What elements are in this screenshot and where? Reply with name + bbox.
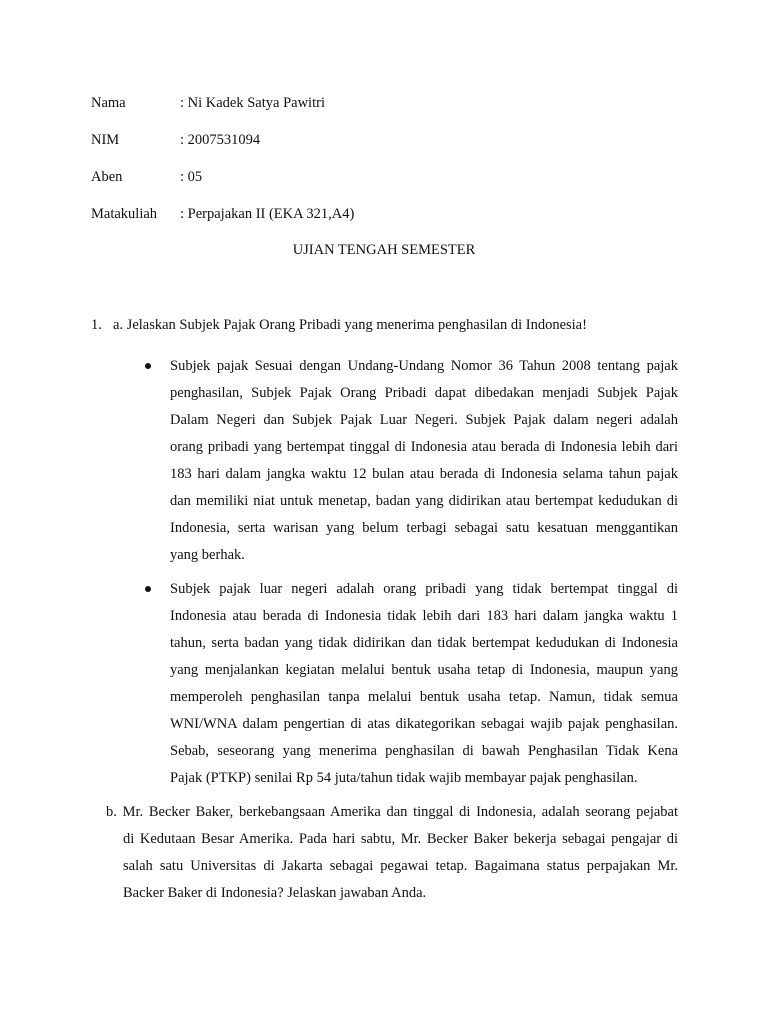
field-label: NIM [91,132,120,148]
field-matakuliah [91,205,354,223]
text-line: di Kedutaan Besar Amerika. Pada hari sabtu, Mr. Becker Baker bekerja sebagai pengajar di [123,831,678,847]
text-line: Sebab, seseorang yang menerima penghasilan di bawah Penghasilan Tidak Kena [170,743,678,759]
field-label: Matakuliah [91,206,158,222]
field-value: : 2007531094 [180,132,261,148]
text-line: salah satu Universitas di Jakarta sebagai pegawai tetap. Bagaimana status perpajakan Mr. [123,858,678,874]
question-number: 1. [91,317,102,333]
field-label: Nama [91,95,126,111]
field-aben [91,168,202,186]
field-value: : 05 [180,169,203,185]
text-line: yang menjalankan kegiatan melalui bentuk usaha tetap di Indonesia, maupun yang [170,662,678,678]
text-line: penghasilan, Subjek Pajak Orang Pribadi dapat dibedakan menjadi Subjek Pajak [170,385,678,401]
text-line: b. Mr. Becker Baker, berkebangsaan Amerika dan tinggal di Indonesia, adalah seorang pejabat [106,804,678,820]
text-line: Pajak (PTKP) senilai Rp 54 juta/tahun tidak wajib membayar pajak penghasilan. [170,770,638,786]
text-line: Subjek pajak Sesuai dengan Undang-Undang Nomor 36 Tahun 2008 tentang pajak [170,358,678,374]
field-label: Aben [91,169,123,185]
field-nama [91,94,325,112]
field-value: : Ni Kadek Satya Pawitri [180,95,325,111]
field-nim [91,131,260,149]
text-line: Backer Baker di Indonesia? Jelaskan jawaban Anda. [123,885,427,901]
bullet-icon [145,363,151,369]
text-line: Indonesia atau berada di Indonesia tidak lebih dari 183 hari dalam jangka waktu 1 [170,608,678,624]
field-value: : Perpajakan II (EKA 321,A4) [180,206,355,222]
question-1-a [91,316,587,334]
text-line: WNI/WNA dalam pengertian di atas dikategorikan sebagai wajib pajak penghasilan. [170,716,678,732]
bullet-icon [145,586,151,592]
text-line: 183 hari dalam jangka waktu 12 bulan atau berada di Indonesia selama tahun pajak [170,466,678,482]
text-line: dan memiliki niat untuk menetap, badan yang didirikan atau bertempat kedudukan di [170,493,678,509]
text-line: memperoleh penghasilan tanpa melalui bentuk usaha tetap. Namun, tidak semua [170,689,678,705]
text-line: orang pribadi yang bertempat tinggal di Indonesia atau berada di Indonesia lebih dari [170,439,678,455]
question-text: a. Jelaskan Subjek Pajak Orang Pribadi yang menerima penghasilan di Indonesia! [113,317,587,333]
page-title: UJIAN TENGAH SEMESTER [292,242,476,258]
text-line: tahun, serta badan yang tidak didirikan dan tidak bertempat kedudukan di Indonesia [170,635,678,651]
text-line: Dalam Negeri dan Subjek Pajak Luar Negeri. Subjek Pajak dalam negeri adalah [170,412,678,428]
text-line: yang berhak. [170,547,245,563]
text-line: Subjek pajak luar negeri adalah orang pribadi yang tidak bertempat tinggal di [170,581,678,597]
text-line: Indonesia, serta warisan yang belum terbagi sebagai satu kesatuan menggantikan [170,520,678,536]
